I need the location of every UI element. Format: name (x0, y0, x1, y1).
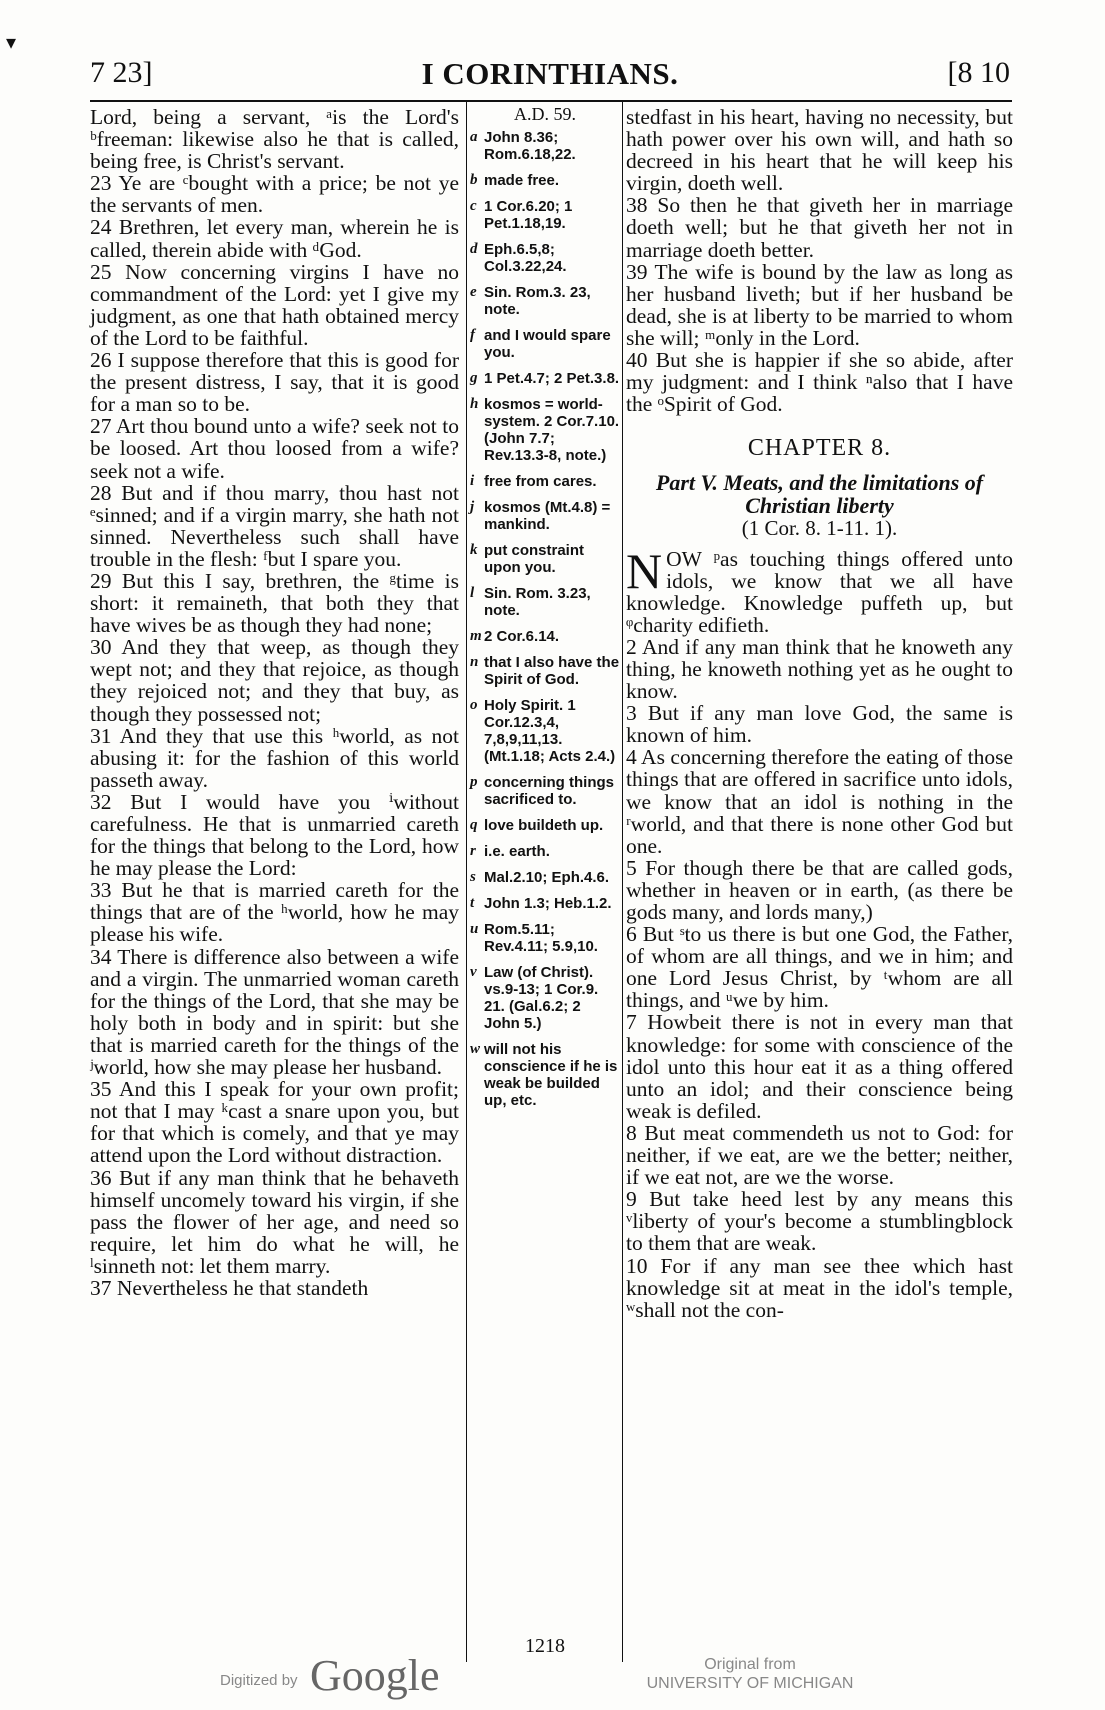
margin-ref-text: John 1.3; Heb.1.2. (484, 895, 612, 912)
margin-ref (470, 499, 620, 533)
margin-ref-letter: l (470, 585, 475, 601)
margin-ref-text: 1 Pet.4.7; 2 Pet.3.8. (484, 370, 620, 387)
margin-ref (470, 697, 620, 765)
margin-ref (470, 895, 620, 912)
verse-paragraph: 34 There is difference also between a wife and a virgin. The unmarried woman careth for the things of the Lord, that she may be holy both in body and in spirit: but she that is married careth for the things of the ʲworld, how she may please her husband. (90, 944, 459, 1080)
page-number: 1218 (525, 1635, 565, 1657)
margin-date: A.D. 59. (514, 104, 576, 124)
margin-ref-letter: a (470, 129, 478, 145)
margin-ref-text: that I also have the Spirit of God. (484, 654, 620, 688)
verse-paragraph: 4 As concerning therefore the eating of those things that are offered in sacrifice unto idols, we know that an idol is nothing in the ʳworld, and that there is none other God but one. (626, 745, 1013, 858)
margin-ref (470, 370, 620, 387)
column-divider-left (466, 102, 467, 1662)
university-label: UNIVERSITY OF MICHIGAN (646, 1675, 854, 1692)
verse-paragraph: stedfast in his heart, having no necessity, but hath power over his own will, and hath so decreed in his heart that he will keep his virgin, doeth well. (626, 105, 1013, 196)
verse-paragraph: 9 But take heed lest by any means this ᵛliberty of your's become a stumblingblock to them that are weak. (626, 1187, 1013, 1256)
margin-ref-text: John 8.36; Rom.6.18,22. (484, 129, 576, 163)
margin-ref (470, 628, 620, 645)
right-text-column (626, 106, 1013, 1321)
margin-ref-letter: r (470, 843, 476, 859)
book-title: I CORINTHIANS. (421, 56, 679, 91)
verse-paragraph: 3 But if any man love God, the same is known of him. (626, 701, 1013, 748)
first-verse-text: OW ᵖas touching things offered unto idols, we know that we all have knowledge. Knowledge puffeth up, but ᵠcharity edifieth. (626, 546, 1013, 637)
margin-ref-text: Holy Spirit. 1 Cor.12.3,4, 7,8,9,11,13. (Mt.1.18; Acts 2.4.) (484, 697, 616, 765)
margin-ref (470, 921, 620, 955)
margin-ref-text: will not his conscience if he is weak be builded up, etc. (484, 1041, 618, 1109)
page-header (90, 56, 1010, 96)
corner-mark: ▾ (6, 32, 17, 54)
margin-ref (470, 542, 620, 576)
margin-ref-text: Law (of Christ). vs.9-13; 1 Cor.9. 21. (Gal.6.2; 2 John 5.) (484, 964, 599, 1032)
margin-ref (470, 129, 620, 163)
margin-ref (470, 964, 620, 1032)
margin-ref (470, 1041, 620, 1109)
margin-ref-letter: e (470, 284, 477, 300)
margin-ref-text: 1 Cor.6.20; 1 Pet.1.18,19. (484, 198, 573, 232)
verse-paragraph: 25 Now concerning virgins I have no commandment of the Lord: yet I give my judgment, as one that hath obtained mercy of the Lord to be faithful. (90, 259, 459, 350)
margin-ref-letter: v (470, 964, 477, 980)
margin-ref-text: made free. (484, 172, 560, 189)
margin-ref-letter: j (470, 499, 475, 515)
digitized-by-google (220, 1650, 440, 1710)
margin-ref-letter: p (470, 774, 478, 790)
chapter-title: CHAPTER 8. (747, 435, 892, 462)
margin-ref-letter: q (470, 817, 478, 833)
verse-paragraph: 30 And they that weep, as though they wept not; and they that rejoice, as though they rejoiced not; and they that buy, as though they possessed not; (90, 635, 459, 726)
verse-paragraph: 6 But ˢto us there is but one God, the Father, of whom are all things, and we in him; and one Lord Jesus Christ, by ᵗwhom are all things, and ᵘwe by him. (626, 922, 1013, 1013)
verse-paragraph: 36 But if any man think that he behaveth himself uncomely toward his virgin, if she pass the flower of her age, and need so require, let him do what he will, he ˡsinneth not: let them marry. (90, 1165, 459, 1278)
margin-ref-list (470, 129, 620, 1109)
margin-ref-letter: w (470, 1041, 481, 1057)
margin-references (470, 106, 620, 1118)
margin-ref (470, 817, 620, 834)
margin-ref-text: kosmos (Mt.4.8) = mankind. (484, 499, 611, 533)
column-divider-right (622, 102, 623, 1662)
margin-ref-letter: u (470, 921, 479, 937)
verse-paragraph: 37 Nevertheless he that standeth (90, 1275, 369, 1300)
verse-paragraph: 29 But this I say, brethren, the ᵍtime is short: it remaineth, that both they that have wives be as though they had none; (90, 568, 459, 638)
verse-paragraph: 5 For though there be that are called gods, whether in heaven or in earth, (as there be gods many, and lords many,) (626, 855, 1013, 924)
margin-ref (470, 327, 620, 361)
verse-paragraph: 23 Ye are ᶜbought with a price; be not ye the servants of men. (90, 171, 459, 218)
margin-ref (470, 654, 620, 688)
margin-ref (470, 284, 620, 318)
drop-cap: N (626, 542, 663, 599)
google-logo: Google (310, 1651, 440, 1700)
margin-ref-text: Sin. Rom. 3.23, note. (484, 585, 591, 619)
verse-paragraph: 40 But she is happier if she so abide, after my judgment: and I think ⁿalso that I have the ᵒSpirit of God. (626, 348, 1013, 417)
verse-paragraph: 39 The wife is bound by the law as long as her husband liveth; but if her husband be dead, she is at liberty to be married to whom she will; ᵐonly in the Lord. (626, 259, 1013, 350)
verse-paragraph: 10 For if any man see thee which hast knowledge sit at meat in the idol's temple, ʷshall not the con- (626, 1253, 1013, 1322)
margin-ref-text: Rom.5.11; Rev.4.11; 5.9,10. (484, 921, 598, 955)
verse-paragraph: 2 And if any man think that he knoweth any thing, he knoweth nothing yet as he ought to know. (626, 634, 1013, 704)
margin-ref-letter: o (470, 697, 478, 713)
margin-ref-text: put constraint upon you. (484, 542, 584, 576)
margin-ref-letter: i (470, 473, 475, 489)
margin-ref-letter: d (470, 241, 478, 257)
margin-ref-letter: n (470, 654, 479, 670)
margin-ref-text: and I would spare you. (484, 327, 611, 361)
margin-ref-text: 2 Cor.6.14. (484, 628, 560, 645)
margin-ref-letter: k (470, 542, 478, 558)
margin-ref (470, 396, 620, 464)
margin-ref-letter: c (470, 198, 477, 214)
original-from (600, 1655, 900, 1693)
margin-ref (470, 241, 620, 275)
verse-paragraph: 31 And they that use this ʰworld, as not abusing it: for the fashion of this world passeth away. (90, 723, 459, 792)
header-left-ref: 7 23] (90, 56, 153, 89)
header-rule (90, 100, 1012, 102)
verse-paragraph: 26 I suppose therefore that this is good for the present distress, I say, that it is good for a man so to be. (90, 348, 459, 417)
margin-ref-text: Mal.2.10; Eph.4.6. (484, 869, 610, 886)
margin-ref-text: i.e. earth. (484, 843, 550, 860)
right-column-verses (626, 106, 1013, 415)
margin-ref-letter: g (470, 370, 478, 386)
margin-ref (470, 198, 620, 232)
header-right-ref: [8 10 (947, 56, 1010, 89)
margin-ref-letter: m (470, 628, 482, 644)
margin-ref-letter: b (470, 172, 478, 188)
verse-paragraph: Lord, being a servant, ᵃis the Lord's ᵇfreeman: likewise also he that is called, being free, is Christ's servant. (90, 105, 459, 174)
margin-ref (470, 869, 620, 886)
margin-ref-text: kosmos = world-system. 2 Cor.7.10. (John 7.7; Rev.13.3-8, note.) (484, 396, 620, 464)
margin-ref-letter: t (470, 895, 475, 911)
margin-ref (470, 843, 620, 860)
margin-ref-text: Sin. Rom.3. 23, note. (484, 284, 591, 318)
margin-ref (470, 172, 620, 189)
verse-paragraph: 27 Art thou bound unto a wife? seek not to be loosed. Art thou loosed from a wife? seek not a wife. (90, 414, 459, 483)
margin-ref-letter: f (470, 327, 475, 343)
verse-paragraph: 35 And this I speak for your own profit; not that I may ᵏcast a snare upon you, but for that which is comely, and that ye may attend upon the Lord without distraction. (90, 1077, 459, 1168)
part-reference: (1 Cor. 8. 1-11. 1). (741, 516, 898, 541)
verse-paragraph: 38 So then he that giveth her in marriage doeth well; but he that giveth her not in marriage doeth better. (626, 193, 1013, 262)
margin-ref (470, 585, 620, 619)
chapter-verses (626, 636, 1013, 1321)
margin-ref-letter: h (470, 396, 479, 412)
part-heading: Part V. Meats, and the limitations of Christian liberty (655, 470, 984, 519)
margin-ref-letter: s (470, 869, 476, 885)
digitized-by-label: Digitized by (220, 1672, 298, 1689)
first-verse (626, 542, 1013, 637)
verse-paragraph: 24 Brethren, let every man, wherein he is called, therein abide with ᵈGod. (90, 215, 459, 262)
margin-ref-text: Eph.6.5,8; Col.3.22,24. (484, 241, 567, 275)
margin-ref (470, 473, 620, 490)
margin-ref-text: free from cares. (484, 473, 597, 490)
verse-paragraph: 8 But meat commendeth us not to God: for neither, if we eat, are we the better; neither, if we eat not, are we the worse. (626, 1120, 1013, 1190)
margin-ref (470, 774, 620, 808)
verse-paragraph: 32 But I would have you ⁱwithout carefulness. He that is unmarried careth for the things that belong to the Lord, how he may please the Lord: (90, 789, 459, 881)
left-text-column (90, 106, 459, 1299)
original-from-label: Original from (704, 1656, 796, 1673)
margin-ref-text: love buildeth up. (484, 817, 604, 834)
verse-paragraph: 33 But he that is married careth for the things that are of the ʰworld, how he may please his wife. (90, 878, 459, 947)
margin-ref-text: concerning things sacrificed to. (484, 774, 615, 808)
verse-paragraph: 28 But and if thou marry, thou hast not ᵉsinned; and if a virgin marry, she hath not sinned. Nevertheless such shall have trouble in the flesh: ᶠbut I spare you. (90, 480, 459, 571)
verse-paragraph: 7 Howbeit there is not in every man that knowledge: for some with conscience of the idol unto this hour eat it as a thing offered unto an idol; and their conscience being weak is defiled. (626, 1010, 1013, 1123)
